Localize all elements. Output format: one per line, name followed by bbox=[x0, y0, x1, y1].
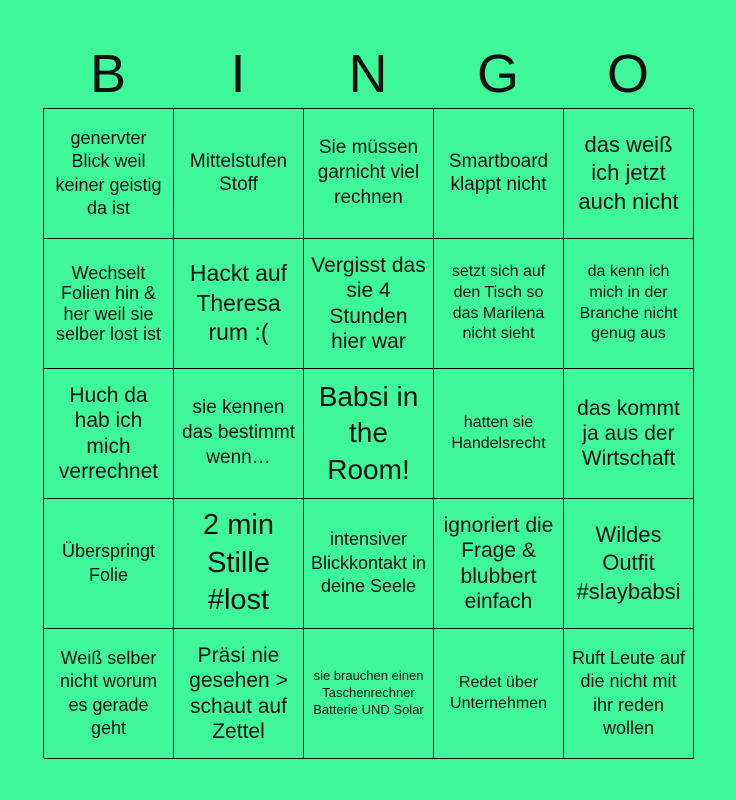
bingo-cell[interactable]: Ruft Leute auf die nicht mit ihr reden wollen bbox=[564, 629, 694, 759]
bingo-cell[interactable]: Babsi in the Room! bbox=[304, 369, 434, 499]
bingo-cell[interactable]: Wechselt Folien hin & her weil sie selber lost ist bbox=[44, 239, 174, 369]
bingo-board bbox=[43, 108, 693, 758]
bingo-cell[interactable]: da kenn ich mich in der Branche nicht genug aus bbox=[564, 239, 694, 369]
bingo-cell[interactable]: Smartboard klappt nicht bbox=[434, 109, 564, 239]
bingo-cell[interactable]: setzt sich auf den Tisch so das Marilena nicht sieht bbox=[434, 239, 564, 369]
bingo-cell[interactable]: sie brauchen einen Taschenrechner Batterie UND Solar bbox=[304, 629, 434, 759]
bingo-cell[interactable]: Präsi nie gesehen > schaut auf Zettel bbox=[174, 629, 304, 759]
bingo-cell[interactable]: intensiver Blickkontakt in deine Seele bbox=[304, 499, 434, 629]
header-letter-g: G bbox=[476, 44, 519, 104]
bingo-cell[interactable]: Mittelstufen Stoff bbox=[174, 109, 304, 239]
bingo-cell[interactable]: das kommt ja aus der Wirtschaft bbox=[564, 369, 694, 499]
bingo-cell[interactable]: Weiß selber nicht worum es gerade geht bbox=[44, 629, 174, 759]
bingo-cell[interactable]: 2 min Stille #lost bbox=[174, 499, 304, 629]
bingo-cell[interactable]: Redet über Unternehmen bbox=[434, 629, 564, 759]
bingo-cell[interactable]: Vergisst das sie 4 Stunden hier war bbox=[304, 239, 434, 369]
bingo-cell[interactable]: ignoriert die Frage & blubbert einfach bbox=[434, 499, 564, 629]
bingo-cell[interactable]: Überspringt Folie bbox=[44, 499, 174, 629]
bingo-cell[interactable]: Wildes Outfit #slaybabsi bbox=[564, 499, 694, 629]
bingo-cell[interactable]: Huch da hab ich mich verrechnet bbox=[44, 369, 174, 499]
bingo-header bbox=[43, 40, 693, 108]
bingo-cell[interactable]: Hackt auf Theresa rum :( bbox=[174, 239, 304, 369]
bingo-cell[interactable]: Sie müssen garnicht viel rechnen bbox=[304, 109, 434, 239]
bingo-cell[interactable]: sie kennen das bestimmt wenn… bbox=[174, 369, 304, 499]
header-letter-i: I bbox=[230, 44, 246, 104]
bingo-cell[interactable]: genervter Blick weil keiner geistig da ist bbox=[44, 109, 174, 239]
header-letter-o: O bbox=[606, 44, 649, 104]
header-letter-b: B bbox=[89, 44, 127, 104]
header-letter-n: N bbox=[348, 44, 388, 104]
bingo-cell[interactable]: das weiß ich jetzt auch nicht bbox=[564, 109, 694, 239]
bingo-cell[interactable]: hatten sie Handelsrecht bbox=[434, 369, 564, 499]
